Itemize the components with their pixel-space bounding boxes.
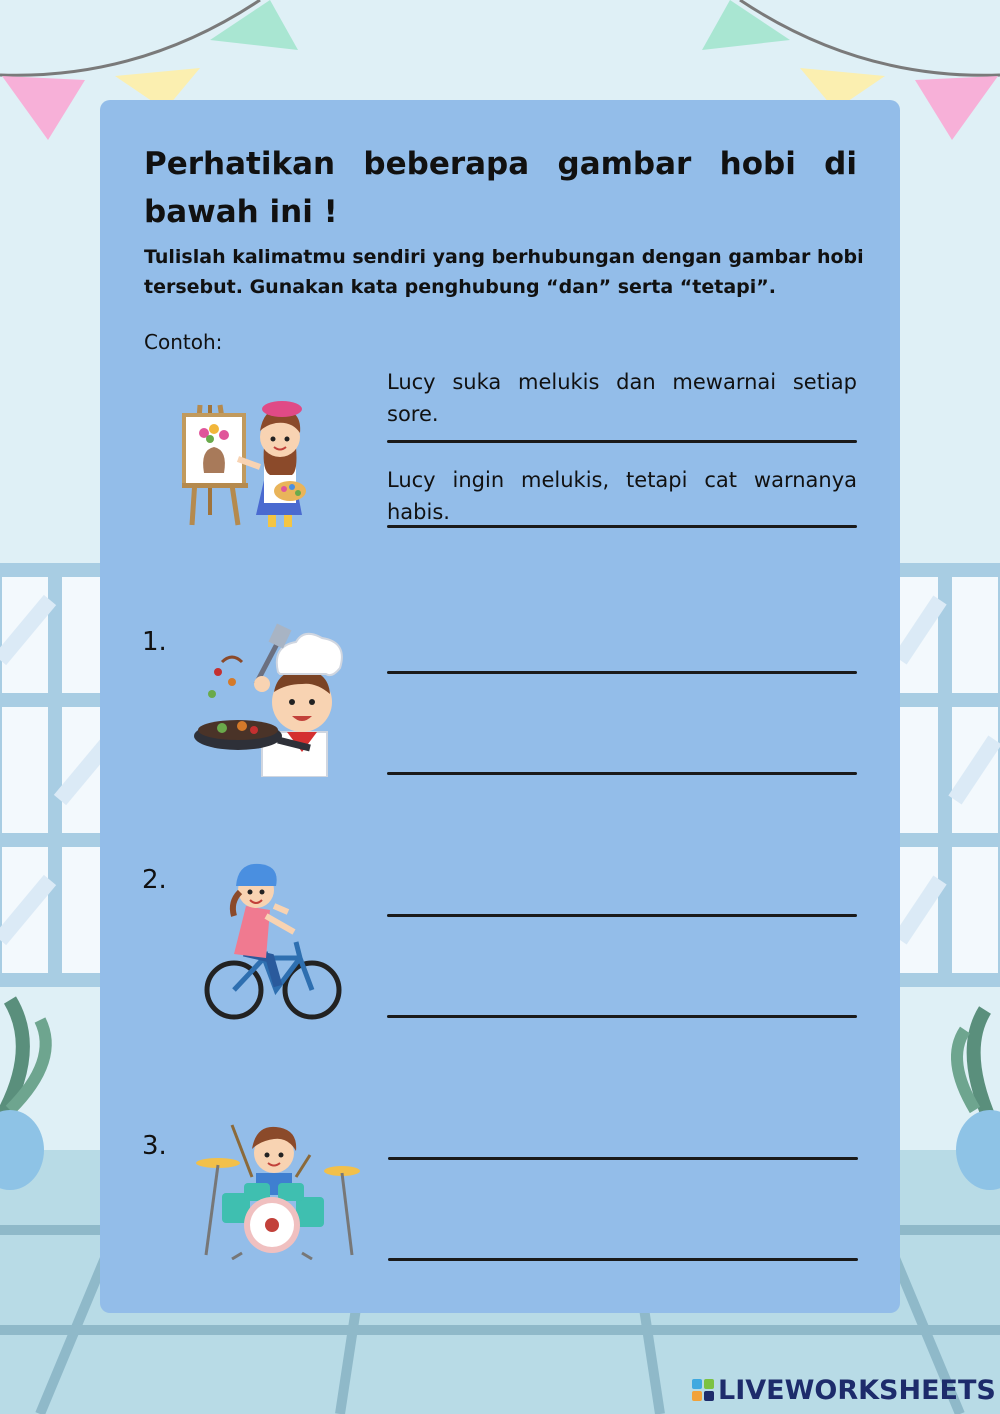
plant-right-icon [956, 1010, 1000, 1190]
example-label: Contoh: [144, 330, 223, 354]
painting-girl-icon [180, 385, 330, 535]
answer-line-3a[interactable] [388, 1157, 858, 1160]
answer-line-3b[interactable] [388, 1258, 858, 1261]
liveworksheets-logo-icon [692, 1379, 714, 1401]
cycling-girl-icon [204, 862, 344, 1022]
drummer-boy-icon [192, 1115, 362, 1260]
example-line-2 [387, 525, 857, 528]
example-sentence-2: Lucy ingin melukis, tetapi cat warnanya habis. [387, 468, 857, 524]
plant-left-icon [0, 1000, 46, 1190]
worksheet-instruction: Tulislah kalimatmu sendiri yang berhubungan dengan gambar hobi tersebut. Gunakan kata penghubung “dan” serta “tetapi”. [144, 246, 864, 298]
answer-line-2b[interactable] [387, 1015, 857, 1018]
question-number: 2. [142, 865, 167, 895]
example-sentence-1: Lucy suka melukis dan mewarnai setiap sore. [387, 370, 857, 426]
worksheet-card [100, 100, 900, 1313]
cooking-chef-icon [192, 622, 352, 777]
example-line-1 [387, 440, 857, 443]
brand-name: LIVEWORKSHEETS [718, 1374, 996, 1406]
worksheet-title: Perhatikan beberapa gambar hobi di bawah ini ! [144, 146, 857, 230]
answer-line-2a[interactable] [387, 914, 857, 917]
question-number: 1. [142, 627, 167, 657]
question-number: 3. [142, 1131, 167, 1161]
liveworksheets-brand[interactable] [692, 1375, 996, 1405]
answer-line-1a[interactable] [387, 671, 857, 674]
answer-line-1b[interactable] [387, 772, 857, 775]
